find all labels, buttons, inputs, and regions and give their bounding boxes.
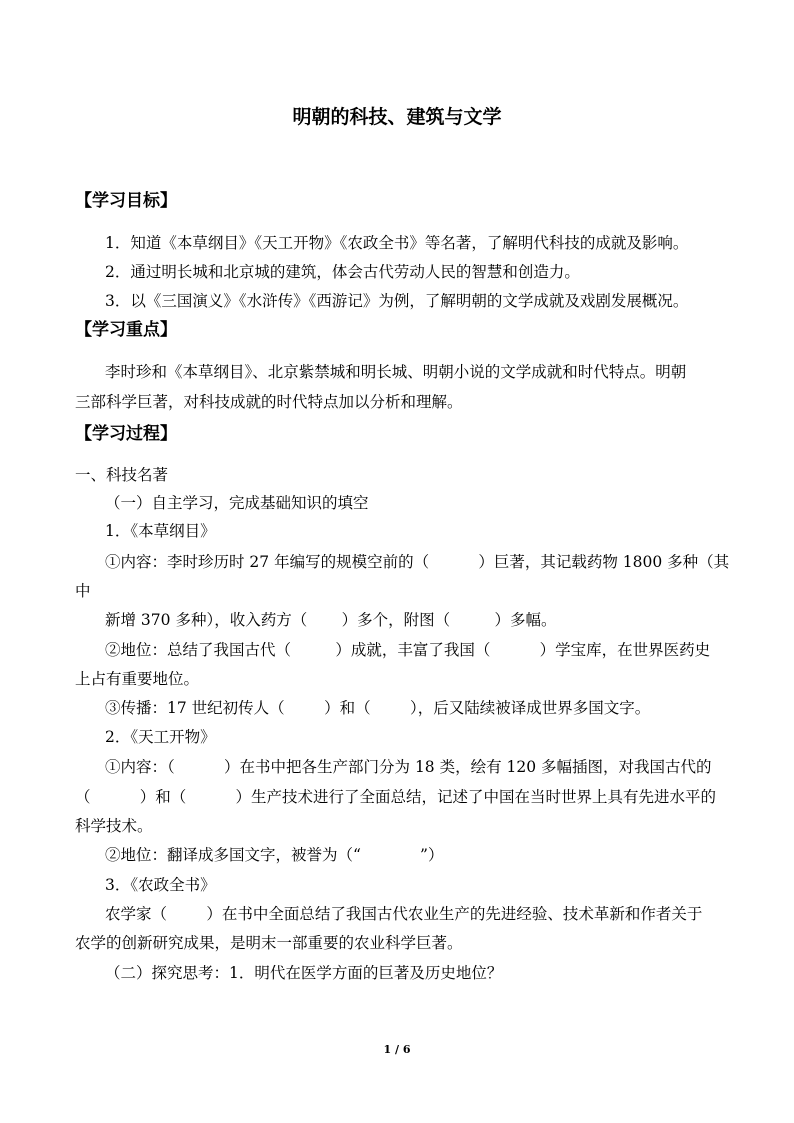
bencao-content-line: ①内容：李时珍历时 27 年编写的规模空前的（ ）巨著，其记载药物 1800 多种（其 — [105, 553, 730, 571]
goal-item-1: 1．知道《本草纲目》《天工开物》《农政全书》等名著，了解明代科技的成就及影响。 — [105, 234, 689, 252]
book-title-bencao: 1．《本草纲目》 — [105, 522, 216, 540]
tiangong-status-line: ②地位：翻译成多国文字，被誉为（“ ”） — [105, 846, 444, 864]
tiangong-content-wrap: 科学技术。 — [75, 817, 153, 835]
page-number: 1 / 6 — [383, 1043, 411, 1056]
goal-item-3: 3．以《三国演义》《水浒传》《西游记》为例，了解明朝的文学成就及戏剧发展概况。 — [105, 292, 689, 310]
page-title: 明朝的科技、建筑与文学 — [292, 106, 502, 128]
bencao-content-line-2: 新增 370 多种），收入药方（ ）多个，附图（ ）多幅。 — [105, 611, 557, 629]
bencao-content-wrap: 中 — [75, 582, 91, 600]
nongzheng-content-wrap: 农学的创新研究成果，是明末一部重要的农业科学巨著。 — [75, 934, 463, 952]
book-title-tiangong: 2．《天工开物》 — [105, 728, 216, 746]
key-point-line-2: 三部科学巨著，对科技成就的时代特点加以分析和理解。 — [75, 393, 463, 411]
bencao-status-line: ②地位：总结了我国古代（ ）成就，丰富了我国（ ）学宝库，在世界医药史 — [105, 641, 711, 659]
subheading-inquiry: （二）探究思考：1．明代在医学方面的巨著及历史地位？ — [105, 964, 503, 982]
bencao-status-wrap: 上占有重要地位。 — [75, 670, 200, 688]
subheading-self-study: （一）自主学习，完成基础知识的填空 — [105, 494, 369, 512]
tiangong-content-line: ①内容：（ ）在书中把各生产部门分为 18 类，绘有 120 多幅插图，对我国古代的 — [105, 758, 712, 776]
goal-item-2: 2．通过明长城和北京城的建筑，体会古代劳动人民的智慧和创造力。 — [105, 263, 580, 281]
section-heading-process: 【学习过程】 — [75, 424, 177, 444]
part-heading-tech: 一、科技名著 — [75, 466, 169, 484]
section-heading-key: 【学习重点】 — [75, 320, 177, 340]
nongzheng-content-line: 农学家（ ）在书中全面总结了我国古代农业生产的先进经验、技术革新和作者关于 — [105, 905, 703, 923]
key-point-line-1: 李时珍和《本草纲目》、北京紫禁城和明长城、明朝小说的文学成就和时代特点。明朝 — [105, 363, 687, 381]
section-heading-goals: 【学习目标】 — [75, 191, 177, 211]
book-title-nongzheng: 3．《农政全书》 — [105, 876, 216, 894]
bencao-spread-line: ③传播：17 世纪初传人（ ）和（ ），后又陆续被译成世界多国文字。 — [105, 699, 651, 717]
tiangong-content-line-2: （ ）和（ ）生产技术进行了全面总结，记述了中国在当时世界上具有先进水平的 — [75, 788, 717, 806]
